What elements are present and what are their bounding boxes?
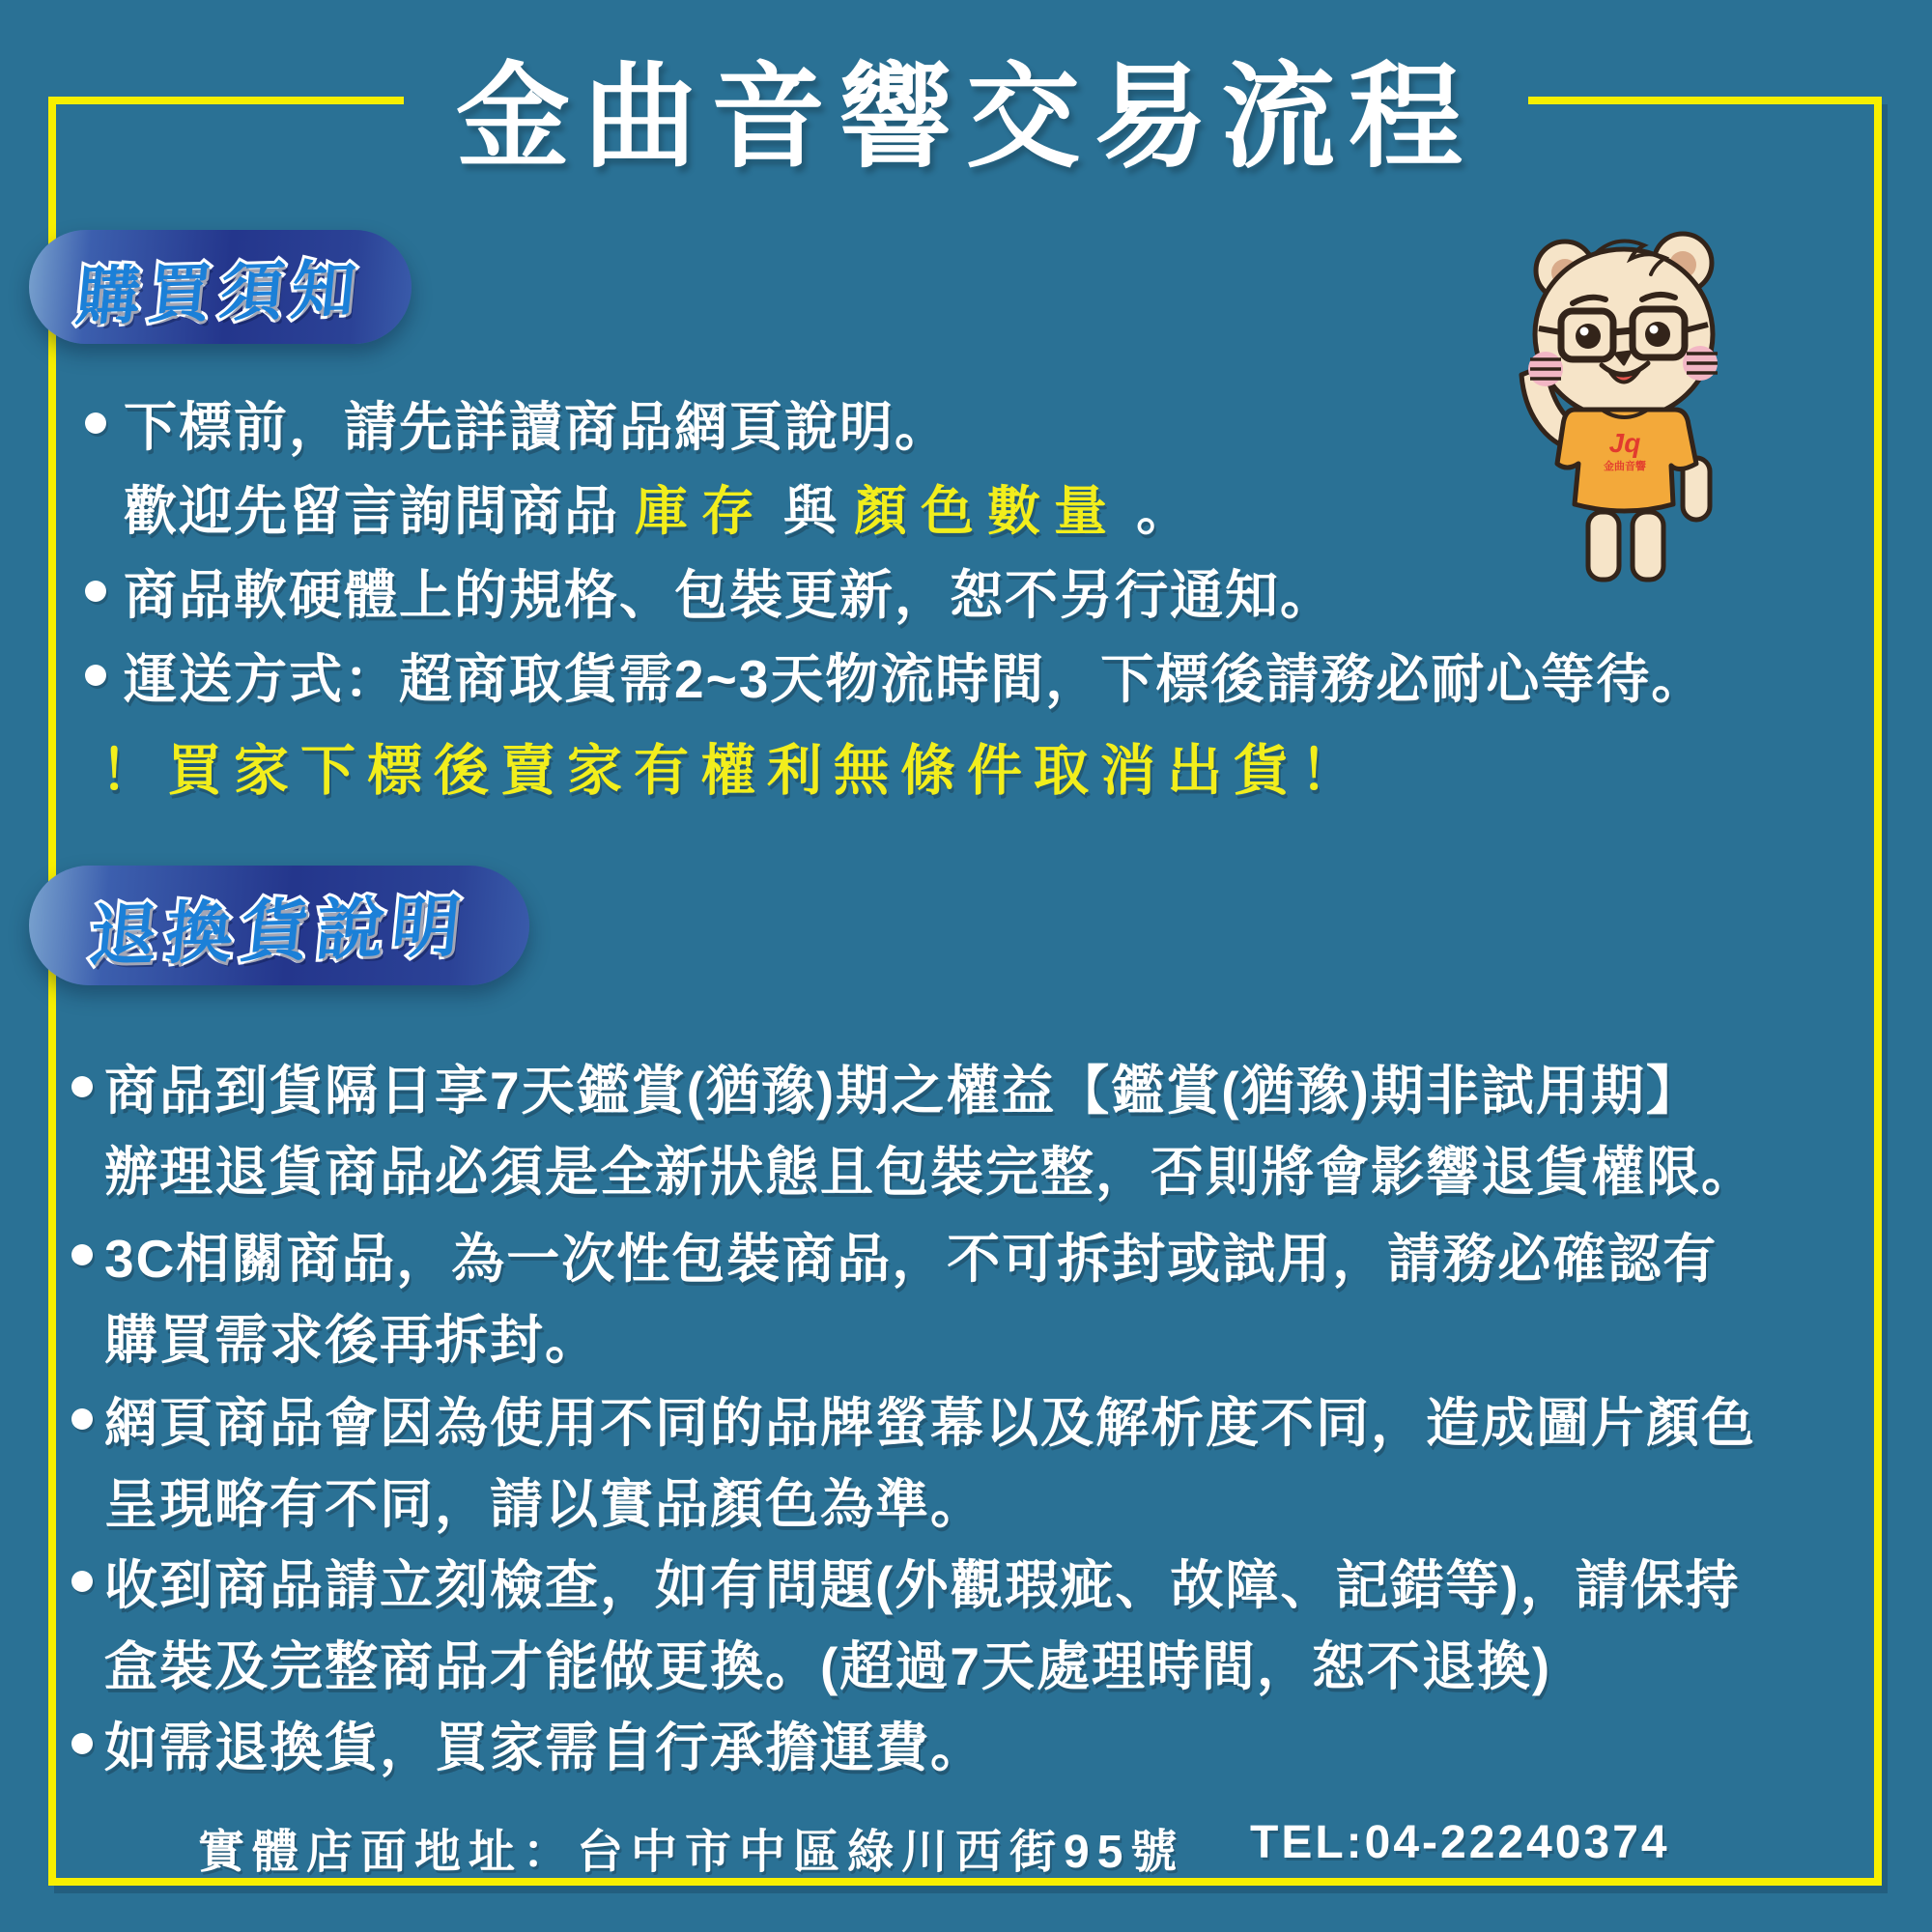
returns-bullet-4-cont	[104, 1624, 1551, 1700]
returns-bullet-1-cont	[104, 1129, 1756, 1206]
bullet-dot-icon	[71, 1733, 93, 1754]
badge-label: 購買須知	[72, 252, 367, 332]
mascot-shirt-logo-text: 金曲音響	[1604, 461, 1646, 472]
color-qty-highlight: 顏色數量	[854, 481, 1122, 541]
returns-bullet-5	[71, 1705, 985, 1781]
returns-bullet-3-cont	[104, 1462, 985, 1538]
notice-line2-conj: 與	[783, 481, 839, 541]
returns-bullet-4	[71, 1543, 1741, 1619]
mascot-eye-glint	[1650, 326, 1659, 334]
returns-bullet-1-cont-text: 辦理退貨商品必須是全新狀態且包裝完整，否則將會影響退貨權限。	[104, 1142, 1757, 1202]
mascot-shirt-logo: Jq	[1608, 428, 1641, 458]
returns-bullet-3-cont-text: 呈現略有不同，請以實品顏色為準。	[104, 1474, 986, 1534]
page-title: 金曲音響交易流程	[455, 54, 1476, 182]
no-condition-cancel-warning: ！買家下標後賣家有權利無條件取消出貨！	[100, 740, 1367, 802]
store-phone: TEL:04-22240374	[1250, 1817, 1670, 1868]
bullet-dot-icon	[85, 412, 106, 434]
returns-bullet-1-text: 商品到貨隔日享7天鑑賞(猶豫)期之權益【鑑賞(猶豫)期非試用期】	[104, 1061, 1701, 1121]
stock-highlight: 庫存	[635, 481, 769, 541]
notice-bullet-1-text: 下標前，請先詳讀商品網頁說明。	[124, 397, 951, 457]
bullet-dot-icon	[71, 1244, 93, 1265]
store-address: 實體店面地址：台中市中區綠川西街95號	[198, 1827, 1185, 1878]
returns-bullet-4-cont-text: 盒裝及完整商品才能做更換。(超過7天處理時間，恕不退換)	[104, 1636, 1552, 1696]
notice-bullet-1	[85, 384, 950, 461]
returns-bullet-2-text: 3C相關商品，為一次性包裝商品，不可拆封或試用，請務必確認有	[104, 1229, 1719, 1289]
mascot-eye-glint	[1580, 327, 1589, 336]
returns-bullet-2-cont	[104, 1297, 600, 1374]
notice-bullet-3	[85, 637, 1706, 713]
notice-line2-period: 。	[1136, 481, 1192, 541]
notice-bullet-1-cont	[124, 469, 1191, 545]
bullet-dot-icon	[71, 1571, 93, 1592]
returns-bullet-1	[71, 1048, 1701, 1124]
notice-line2-prefix: 歡迎先留言詢問商品	[124, 481, 620, 541]
returns-bullet-2	[71, 1216, 1718, 1293]
returns-bullet-2-cont-text: 購買需求後再拆封。	[104, 1310, 601, 1370]
mascot-eye	[1645, 322, 1670, 347]
returns-bullet-5-text: 如需退換貨，買家需自行承擔運費。	[104, 1718, 986, 1777]
bullet-dot-icon	[71, 1408, 93, 1430]
mascot-leg	[1588, 512, 1619, 580]
returns-bullet-4-text: 收到商品請立刻檢查，如有問題(外觀瑕疵、故障、記錯等)，請保持	[104, 1555, 1741, 1615]
mascot-eye	[1576, 324, 1601, 349]
section-badge-purchase-notice	[29, 230, 412, 344]
bear-mascot	[1507, 211, 1743, 593]
notice-bullet-2-text: 商品軟硬體上的規格、包裝更新，恕不另行通知。	[124, 565, 1336, 625]
section-badge-returns	[29, 866, 529, 985]
bullet-dot-icon	[71, 1076, 93, 1097]
notice-bullet-3-text: 運送方式：超商取貨需2~3天物流時間，下標後請務必耐心等待。	[124, 649, 1707, 709]
mascot-leg	[1633, 512, 1663, 580]
bullet-dot-icon	[85, 581, 106, 602]
badge-label: 退換貨說明	[86, 888, 471, 974]
notice-bullet-2	[85, 553, 1335, 629]
bullet-dot-icon	[85, 665, 106, 686]
returns-bullet-3	[71, 1380, 1756, 1457]
mascot-glasses-bridge	[1613, 330, 1633, 332]
returns-bullet-3-text: 網頁商品會因為使用不同的品牌螢幕以及解析度不同，造成圖片顏色	[104, 1393, 1757, 1453]
